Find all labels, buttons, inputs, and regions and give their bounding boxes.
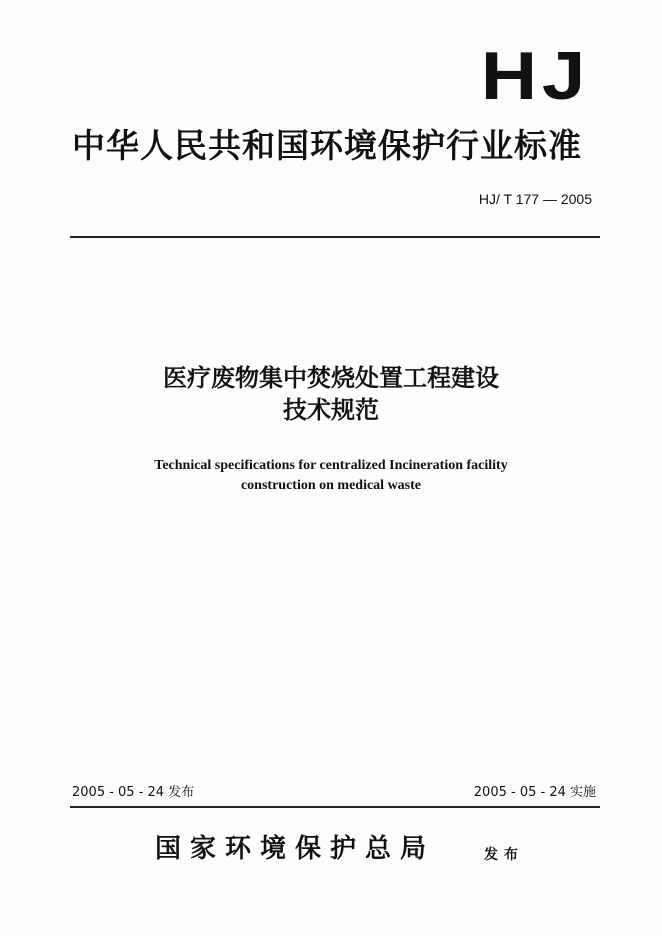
- document-title-chinese: [0, 362, 662, 426]
- document-title-english-line1: Technical specifications for centralized Incineration facility: [154, 458, 508, 473]
- document-title-english: [0, 456, 662, 496]
- top-divider: [70, 236, 600, 238]
- standard-category-title: 中华人民共和国环境保护行业标准: [72, 126, 582, 165]
- issue-date: 2005 - 05 - 24 发布: [72, 785, 195, 800]
- issuing-authority: 国家环境保护总局: [155, 834, 436, 864]
- document-title-chinese-line2: 技术规范: [283, 396, 379, 424]
- issuing-authority-suffix: 发布: [484, 847, 524, 863]
- standard-code: HJ/ T 177 — 2005: [478, 191, 592, 207]
- hj-logo: HJ: [480, 38, 590, 114]
- implementation-date: 2005 - 05 - 24 实施: [473, 785, 596, 800]
- document-title-english-line2: construction on medical waste: [240, 478, 422, 493]
- bottom-divider: [70, 806, 600, 808]
- document-title-chinese-line1: 医疗废物集中焚烧处置工程建设: [163, 364, 499, 392]
